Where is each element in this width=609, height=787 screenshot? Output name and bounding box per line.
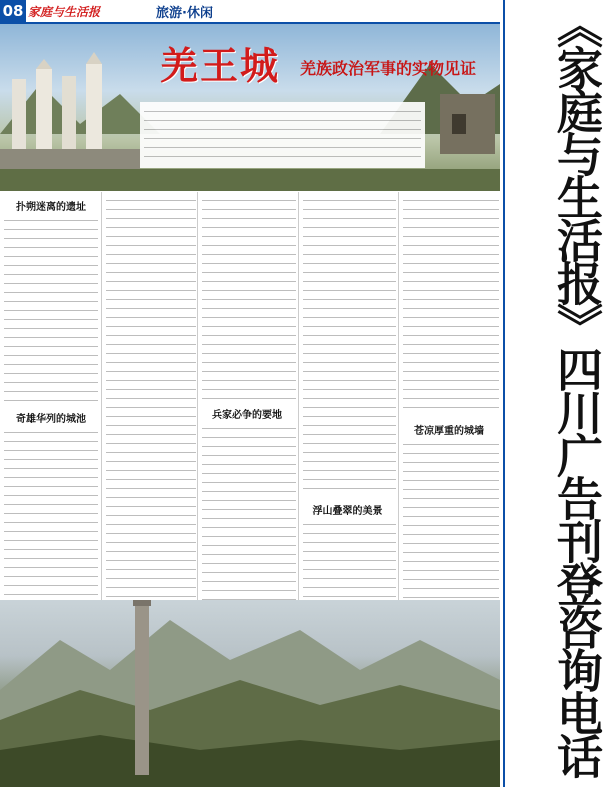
column-3 (197, 192, 296, 632)
body-text-lines (303, 194, 396, 494)
column-5 (398, 192, 499, 632)
body-text-lines (403, 194, 499, 416)
body-text-lines (303, 518, 396, 602)
headline-main: 羌王城 (160, 43, 281, 88)
column-2 (101, 192, 196, 632)
subhead-strategic: 兵家必争的要地 (212, 410, 282, 421)
page-number: 08 (0, 0, 26, 22)
body-text-lines (202, 422, 296, 602)
body-text-lines (403, 438, 499, 602)
body-text-lines (4, 214, 98, 404)
mountain-chimney-illustration (0, 600, 500, 787)
ad-sidebar (503, 0, 609, 787)
sidebar-vertical-title: 《家庭与生活报》四川广告刊登咨询电话 (550, 2, 604, 776)
bottom-photo (0, 600, 500, 787)
column-4 (298, 192, 396, 632)
section-title: 旅游·休闲 (156, 6, 213, 21)
intro-paragraph (140, 102, 425, 168)
caption-right (440, 169, 500, 189)
subhead-ruins: 扑朔迷离的遗址 (16, 202, 86, 213)
body-text-lines (4, 426, 98, 602)
intro-text-lines (144, 105, 421, 165)
newspaper-brand: 家庭与生活报 (28, 5, 101, 19)
subhead-walls: 苍凉厚重的城墙 (414, 426, 484, 437)
headline-sub: 羌族政治军事的实物见证 (300, 59, 477, 78)
subhead-city: 奇雄华列的城池 (16, 414, 86, 425)
caption-left (0, 169, 56, 189)
body-text-lines (202, 194, 296, 402)
subhead-scenery: 浮山叠翠的美景 (312, 506, 383, 517)
column-1 (4, 192, 98, 632)
body-text-lines (106, 194, 196, 600)
